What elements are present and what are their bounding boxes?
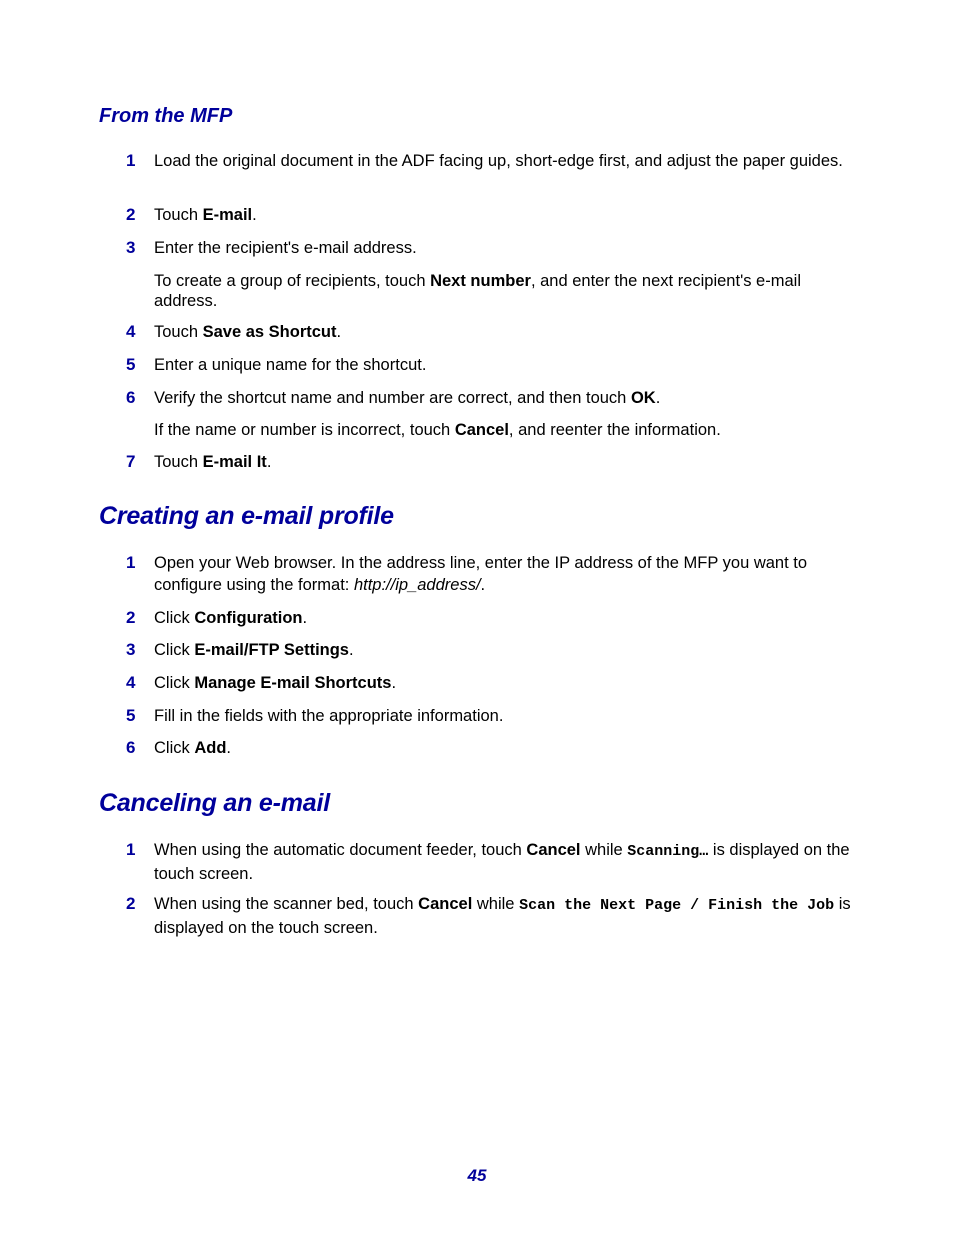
step-number: 6	[126, 388, 136, 407]
step-number: 5	[126, 706, 136, 725]
step-text: Touch E-mail.	[154, 206, 257, 224]
step-number: 7	[126, 452, 136, 471]
step-number: 3	[126, 238, 136, 257]
step-text: Click Configuration.	[154, 609, 308, 627]
step-number: 6	[126, 738, 136, 757]
section-heading-email-profile: Creating an e-mail profile	[99, 502, 394, 530]
step-note: If the name or number is incorrect, touch Cancel, and reenter the information.	[154, 421, 721, 439]
step-number: 3	[126, 640, 136, 659]
step-text: Click Add.	[154, 739, 232, 757]
step-number: 2	[126, 894, 136, 913]
step-text: When using the automatic document feeder, touch Cancel while Scanning… is displayed on the touch screen.	[154, 841, 850, 883]
step-text: Load the original document in the ADF facing up, short-edge first, and adjust the paper guides.	[154, 152, 843, 170]
step-text: Enter a unique name for the shortcut.	[154, 356, 427, 374]
section-heading-canceling: Canceling an e-mail	[99, 789, 330, 817]
step-text: Enter the recipient's e-mail address.	[154, 239, 417, 257]
step-text: When using the scanner bed, touch Cancel while Scan the Next Page / Finish the Job is displayed on the touch screen.	[154, 895, 851, 937]
step-number: 4	[126, 673, 136, 692]
step-text: Verify the shortcut name and number are correct, and then touch OK.	[154, 389, 661, 407]
step-text: Click Manage E-mail Shortcuts.	[154, 674, 397, 692]
step-text: Open your Web browser. In the address line, enter the IP address of the MFP you want to configure using the format: http://ip_address/.	[154, 554, 808, 594]
step-text: Click E-mail/FTP Settings.	[154, 641, 354, 659]
step-text: Touch Save as Shortcut.	[154, 323, 342, 341]
page-number: 45	[467, 1166, 487, 1185]
step-number: 1	[126, 151, 136, 170]
section-heading-from-mfp: From the MFP	[99, 105, 233, 127]
step-text: Touch E-mail It.	[154, 453, 272, 471]
step-number: 1	[126, 840, 136, 859]
step-text: Fill in the fields with the appropriate information.	[154, 707, 504, 725]
step-number: 5	[126, 355, 136, 374]
step-number: 2	[126, 205, 136, 224]
step-note: To create a group of recipients, touch Next number, and enter the next recipient's e-mail address.	[154, 272, 801, 310]
step-number: 1	[126, 553, 136, 572]
step-number: 4	[126, 322, 136, 341]
step-number: 2	[126, 608, 136, 627]
